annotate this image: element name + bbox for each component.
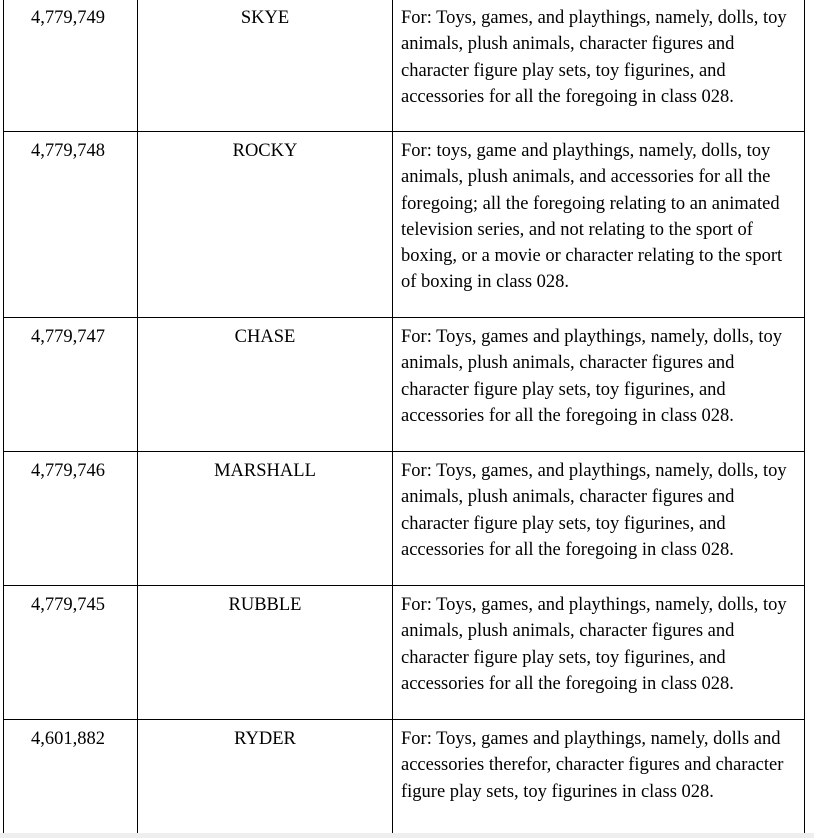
registration-number: 4,779,746: [4, 452, 138, 586]
goods-description: For: Toys, games and playthings, namely, dolls and accessories therefor, character figures and character figure play sets, toy figurines in class 028.: [393, 720, 805, 838]
mark-name: ROCKY: [138, 132, 393, 318]
table-row: [4, 318, 805, 452]
table-row: [4, 132, 805, 318]
registration-number: 4,779,748: [4, 132, 138, 318]
registration-number: 4,779,747: [4, 318, 138, 452]
table-row: [4, 720, 805, 838]
viewer-bottom-edge: [0, 833, 814, 838]
table-row: [4, 452, 805, 586]
mark-name: RUBBLE: [138, 586, 393, 720]
mark-name: RYDER: [138, 720, 393, 838]
registration-number: 4,779,745: [4, 586, 138, 720]
mark-name: CHASE: [138, 318, 393, 452]
table-row: [4, 0, 805, 132]
goods-description: For: Toys, games, and playthings, namely, dolls, toy animals, plush animals, character figures and character figure play sets, toy figurines, and accessories for all the foregoing in class 028.: [393, 452, 805, 586]
goods-description: For: Toys, games, and playthings, namely, dolls, toy animals, plush animals, character figures and character figure play sets, toy figurines, and accessories for all the foregoing in class 028.: [393, 0, 805, 132]
mark-name: MARSHALL: [138, 452, 393, 586]
registration-number: 4,779,749: [4, 0, 138, 132]
trademark-table: [3, 0, 805, 838]
goods-description: For: Toys, games and playthings, namely, dolls, toy animals, plush animals, character figures and character figure play sets, toy figurines, and accessories for all the foregoing in class 028.: [393, 318, 805, 452]
goods-description: For: toys, game and playthings, namely, dolls, toy animals, plush animals, and accessories for all the foregoing; all the foregoing relating to an animated television series, and not relating to the sport of boxing, or a movie or character relating to the sport of boxing in class 028.: [393, 132, 805, 318]
goods-description: For: Toys, games, and playthings, namely, dolls, toy animals, plush animals, character figures and character figure play sets, toy figurines, and accessories for all the foregoing in class 028.: [393, 586, 805, 720]
table-row: [4, 586, 805, 720]
mark-name: SKYE: [138, 0, 393, 132]
registration-number: 4,601,882: [4, 720, 138, 838]
